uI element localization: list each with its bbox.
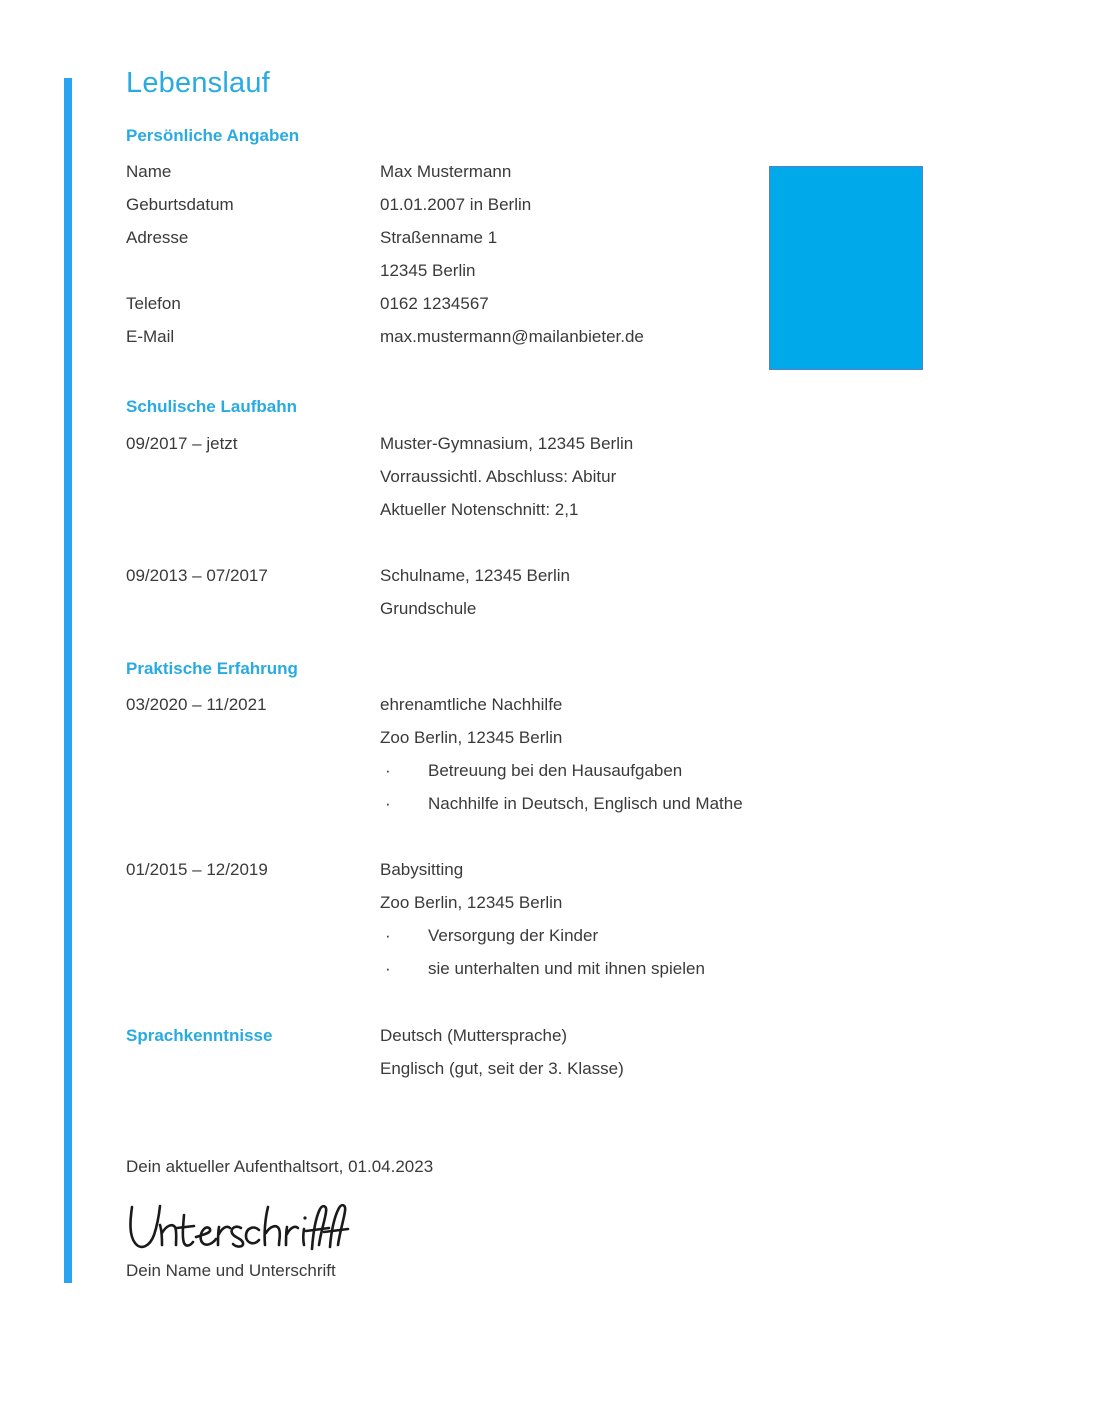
personal-value-phone: 0162 1234567 xyxy=(380,294,489,314)
experience-details-1 xyxy=(380,688,743,820)
personal-row-birthdate xyxy=(126,188,1006,221)
personal-row-email xyxy=(126,320,1006,353)
experience-entry-2 xyxy=(126,853,1006,985)
personal-label-phone: Telefon xyxy=(126,294,181,314)
spacer-experience-entries xyxy=(126,820,1006,853)
bullet-dot-icon: · xyxy=(385,794,391,814)
experience-entry-1 xyxy=(126,688,1006,820)
bullet-dot-icon: · xyxy=(385,761,391,781)
personal-value-email: max.mustermann@mailanbieter.de xyxy=(380,327,644,347)
experience-line: Zoo Berlin, 12345 Berlin xyxy=(380,893,563,913)
list-item-label: Nachhilfe in Deutsch, Englisch und Mathe xyxy=(428,794,743,814)
education-entry-1 xyxy=(126,427,1006,526)
personal-label-birthdate: Geburtsdatum xyxy=(126,195,234,215)
section-heading-languages: Sprachkenntnisse xyxy=(126,1026,273,1046)
left-accent-bar xyxy=(64,78,72,1283)
section-education xyxy=(126,397,1006,624)
experience-period-1: 03/2020 – 11/2021 xyxy=(126,695,267,715)
spacer-after-education xyxy=(126,625,1006,659)
education-line: Aktueller Notenschnitt: 2,1 xyxy=(380,499,579,519)
handwritten-signature-image xyxy=(126,1201,826,1257)
personal-value-birthdate: 01.01.2007 in Berlin xyxy=(380,195,532,215)
spacer-after-personal xyxy=(126,353,1006,397)
list-item xyxy=(380,919,705,952)
education-line: Muster-Gymnasium, 12345 Berlin xyxy=(380,433,634,453)
personal-label-email: E-Mail xyxy=(126,327,175,347)
education-line: Schulname, 12345 Berlin xyxy=(380,565,570,585)
personal-label-address: Adresse xyxy=(126,228,189,248)
section-experience xyxy=(126,659,1006,985)
language-line: Deutsch (Muttersprache) xyxy=(380,1026,568,1046)
personal-row-address-city xyxy=(126,254,1006,287)
personal-row-address xyxy=(126,221,1006,254)
section-heading-education: Schulische Laufbahn xyxy=(126,397,297,417)
education-details-1 xyxy=(380,427,633,526)
personal-label-name: Name xyxy=(126,162,172,182)
language-line: Englisch (gut, seit der 3. Klasse) xyxy=(380,1059,624,1079)
bullet-dot-icon: · xyxy=(385,926,391,946)
resume-body xyxy=(126,68,1006,1085)
list-item xyxy=(380,952,705,985)
experience-bullets-1 xyxy=(380,754,743,820)
experience-line: Zoo Berlin, 12345 Berlin xyxy=(380,728,563,748)
education-period-1: 09/2017 – jetzt xyxy=(126,433,238,453)
education-entry-2 xyxy=(126,559,1006,625)
spacer-education-entries xyxy=(126,526,1006,559)
languages-row xyxy=(126,1019,1006,1085)
experience-line: ehrenamtliche Nachhilfe xyxy=(380,695,563,715)
experience-period-2: 01/2015 – 12/2019 xyxy=(126,860,268,880)
education-line: Vorraussichtl. Abschluss: Abitur xyxy=(380,466,617,486)
section-heading-personal: Persönliche Angaben xyxy=(126,125,300,145)
signature-block xyxy=(126,1155,826,1283)
list-item-label: Versorgung der Kinder xyxy=(428,926,599,946)
list-item-label: sie unterhalten und mit ihnen spielen xyxy=(428,959,705,979)
page-title: Lebenslauf xyxy=(126,67,270,99)
personal-row-phone xyxy=(126,287,1006,320)
experience-bullets-2 xyxy=(380,919,705,985)
personal-row-name xyxy=(126,155,1006,188)
personal-value-address-street: Straßenname 1 xyxy=(380,228,498,248)
bullet-dot-icon: · xyxy=(385,959,391,979)
personal-value-address-city: 12345 Berlin xyxy=(380,261,476,281)
signature-caption: Dein Name und Unterschrift xyxy=(126,1261,336,1280)
section-personal-details xyxy=(126,126,1006,353)
experience-details-2 xyxy=(380,853,705,985)
experience-line: Babysitting xyxy=(380,860,464,880)
list-item xyxy=(380,787,743,820)
place-and-date: Dein aktueller Aufenthaltsort, 01.04.2023 xyxy=(126,1157,434,1176)
personal-value-name: Max Mustermann xyxy=(380,162,512,182)
section-heading-experience: Praktische Erfahrung xyxy=(126,658,298,678)
list-item-label: Betreuung bei den Hausaufgaben xyxy=(428,761,683,781)
languages-details xyxy=(380,1019,624,1085)
spacer-after-experience xyxy=(126,985,1006,1019)
section-languages xyxy=(126,1019,1006,1085)
education-period-2: 09/2013 – 07/2017 xyxy=(126,565,268,585)
list-item xyxy=(380,754,743,787)
education-line: Grundschule xyxy=(380,598,477,618)
education-details-2 xyxy=(380,559,570,625)
